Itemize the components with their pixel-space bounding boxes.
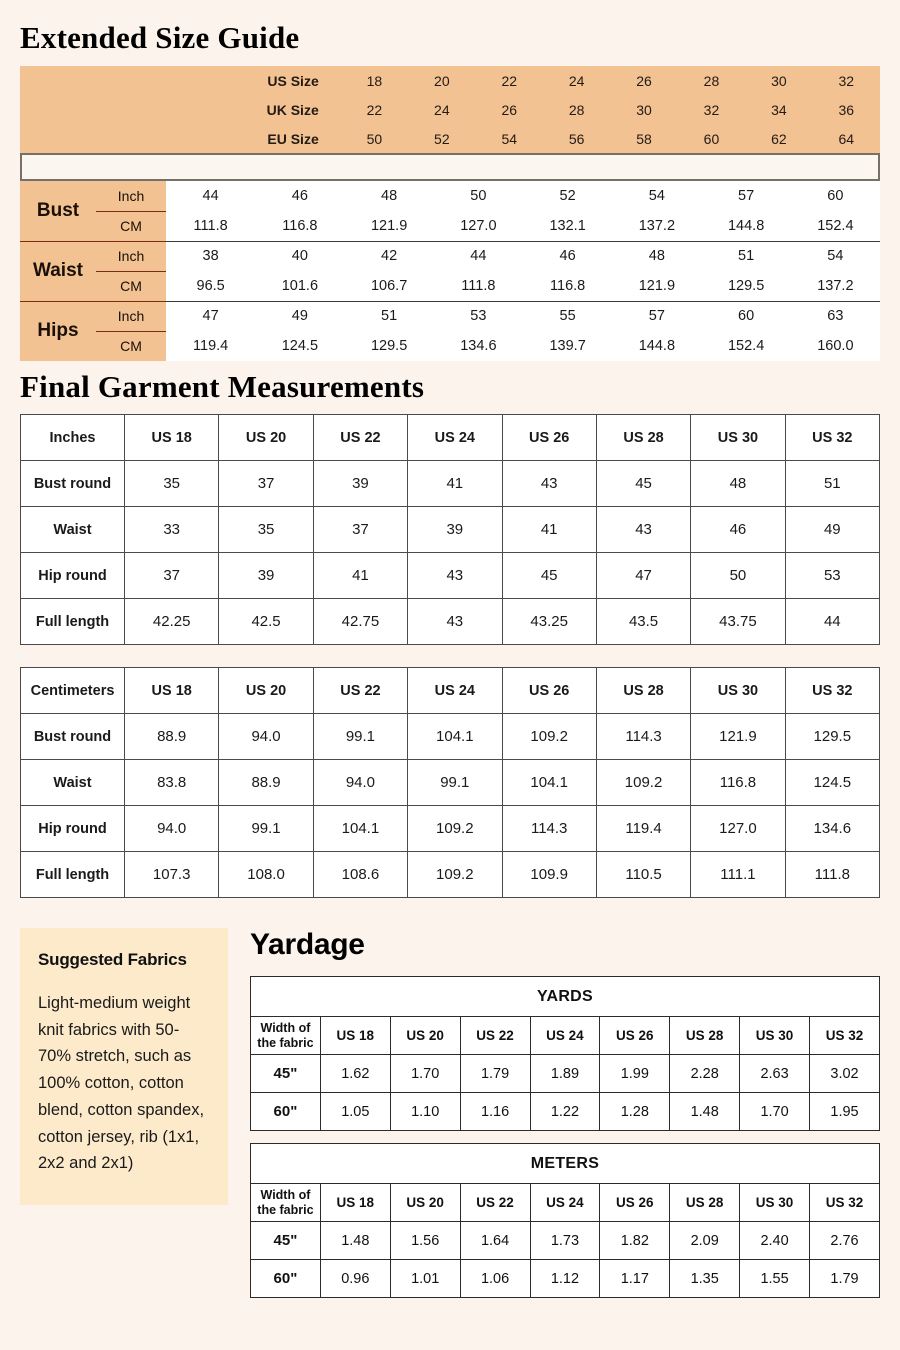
final-garment-title: Final Garment Measurements <box>20 369 425 404</box>
yardage-cell: 1.10 <box>390 1093 460 1131</box>
table-row <box>21 806 880 852</box>
fabric-width-header: Width of the fabric <box>251 1184 321 1222</box>
measurement-cell: 43 <box>408 553 502 599</box>
size-band-value: 52 <box>434 130 450 147</box>
body-measurement-value: 57 <box>702 181 791 211</box>
measurement-cell: 108.6 <box>313 852 407 898</box>
body-measurement-value: 44 <box>434 241 523 271</box>
garment-inches-header-row <box>21 415 880 461</box>
body-measurement-value: 60 <box>791 181 880 211</box>
page-title: Extended Size Guide <box>20 20 300 55</box>
measurement-cell: 39 <box>219 553 313 599</box>
table-row <box>251 1093 880 1131</box>
body-measurement-row <box>20 181 880 211</box>
garment-inches-unit-header: Inches <box>21 415 125 461</box>
column-header-size: US 28 <box>670 1017 740 1055</box>
size-band-value: 32 <box>703 101 720 118</box>
unit-label-inch: Inch <box>96 241 166 271</box>
body-measurement-value: 132.1 <box>523 211 612 241</box>
body-measurement-value: 51 <box>345 301 434 331</box>
fabric-width-label: 60" <box>251 1260 321 1298</box>
yardage-cell: 1.48 <box>320 1222 390 1260</box>
table-row <box>251 1055 880 1093</box>
column-header-size: US 22 <box>313 415 407 461</box>
column-header-size: US 26 <box>502 668 596 714</box>
body-measurement-value: 127.0 <box>434 211 523 241</box>
size-band-value: 64 <box>838 130 855 147</box>
column-header-size: US 22 <box>313 668 407 714</box>
column-header-size: US 28 <box>596 415 690 461</box>
yards-header-row <box>251 1017 880 1055</box>
bottom-section <box>20 928 880 1298</box>
measurement-cell: 111.1 <box>691 852 785 898</box>
measurement-cell: 41 <box>502 507 596 553</box>
body-measurement-row <box>20 241 880 271</box>
measurement-cell: 43.25 <box>502 599 596 645</box>
size-band-note-row <box>20 153 880 181</box>
measurement-cell: 37 <box>219 461 313 507</box>
yardage-cell: 1.95 <box>810 1093 880 1131</box>
measurement-cell: 114.3 <box>502 806 596 852</box>
column-header-size: US 30 <box>740 1017 810 1055</box>
yardage-cell: 1.55 <box>740 1260 810 1298</box>
measurement-cell: 88.9 <box>125 714 219 760</box>
measurement-cell: 109.2 <box>408 852 502 898</box>
column-header-size: US 18 <box>320 1184 390 1222</box>
column-header-size: US 22 <box>460 1184 530 1222</box>
yardage-cell: 1.73 <box>530 1222 600 1260</box>
measurement-cell: 37 <box>313 507 407 553</box>
body-measurement-value: 46 <box>255 181 344 211</box>
size-band-value: 58 <box>636 130 652 147</box>
row-header-label: Hip round <box>21 553 125 599</box>
measurement-cell: 109.2 <box>408 806 502 852</box>
body-measurement-value: 121.9 <box>345 211 434 241</box>
measurement-cell: 121.9 <box>691 714 785 760</box>
column-header-size: US 24 <box>408 415 502 461</box>
column-header-size: US 26 <box>502 415 596 461</box>
measurement-cell: 99.1 <box>408 760 502 806</box>
size-band-value: 22 <box>366 101 383 118</box>
measurement-cell: 99.1 <box>313 714 407 760</box>
measurement-cell: 107.3 <box>125 852 219 898</box>
table-row <box>21 852 880 898</box>
measurement-cell: 88.9 <box>219 760 313 806</box>
size-band-row <box>20 66 880 95</box>
body-measurement-value: 111.8 <box>166 211 255 241</box>
measurement-cell: 104.1 <box>408 714 502 760</box>
column-header-size: US 28 <box>596 668 690 714</box>
column-header-size: US 20 <box>390 1184 460 1222</box>
row-header-label: Hip round <box>21 806 125 852</box>
yardage-cell: 2.28 <box>670 1055 740 1093</box>
body-measurement-value: 47 <box>166 301 255 331</box>
size-band-value: 62 <box>771 130 787 147</box>
size-band-value: 30 <box>771 72 787 89</box>
body-measurements-table <box>20 181 880 361</box>
size-band-value: 32 <box>838 72 855 89</box>
unit-label-inch: Inch <box>96 301 166 331</box>
body-measurement-value: 52 <box>523 181 612 211</box>
body-measurement-value: 57 <box>612 301 701 331</box>
yardage-cell: 1.89 <box>530 1055 600 1093</box>
body-measurement-value: 96.5 <box>166 271 255 301</box>
size-band-value: 18 <box>366 72 383 89</box>
measurement-cell: 127.0 <box>691 806 785 852</box>
measurement-cell: 37 <box>125 553 219 599</box>
body-measurement-value: 137.2 <box>612 211 701 241</box>
measurement-cell: 50 <box>691 553 785 599</box>
measurement-cell: 41 <box>313 553 407 599</box>
column-header-size: US 20 <box>390 1017 460 1055</box>
measurement-cell: 114.3 <box>596 714 690 760</box>
column-header-size: US 18 <box>125 668 219 714</box>
measurement-cell: 42.5 <box>219 599 313 645</box>
yardage-cell: 1.70 <box>390 1055 460 1093</box>
measurement-cell: 43 <box>408 599 502 645</box>
suggested-fabrics-body: Light-medium weight knit fabrics with 50-70% stretch, such as 100% cotton, cotton blend, cotton spandex, cotton jersey, rib (1x1, 2x2 and 2x1) <box>38 994 205 1173</box>
table-gap <box>20 645 880 667</box>
table-row <box>21 599 880 645</box>
section-gap <box>20 898 880 928</box>
column-header-size: US 24 <box>530 1184 600 1222</box>
table-row <box>21 461 880 507</box>
yardage-cell: 2.76 <box>810 1222 880 1260</box>
body-measurement-value: 106.7 <box>345 271 434 301</box>
yardage-cell: 1.79 <box>810 1260 880 1298</box>
yardage-cell: 1.99 <box>600 1055 670 1093</box>
measurement-cell: 104.1 <box>502 760 596 806</box>
column-header-size: US 32 <box>810 1184 880 1222</box>
row-header-label: Full length <box>21 852 125 898</box>
row-header-label: Full length <box>21 599 125 645</box>
size-band-value: 24 <box>568 72 585 89</box>
size-band-value: 50 <box>366 130 383 147</box>
unit-label-inch: Inch <box>96 181 166 211</box>
measurement-cell: 46 <box>691 507 785 553</box>
measurement-cell: 42.25 <box>125 599 219 645</box>
measurement-cell: 109.9 <box>502 852 596 898</box>
measurement-cell: 39 <box>313 461 407 507</box>
body-measurement-value: 54 <box>612 181 701 211</box>
measurement-cell: 43 <box>596 507 690 553</box>
body-measurement-value: 116.8 <box>523 271 612 301</box>
unit-label-cm: CM <box>96 331 166 361</box>
size-band-label: US Size <box>267 72 319 89</box>
row-header-label: Waist <box>21 507 125 553</box>
yardage-cell: 1.01 <box>390 1260 460 1298</box>
size-band-value: 60 <box>703 130 720 147</box>
yardage-title: Yardage <box>250 928 365 961</box>
measurement-cell: 124.5 <box>785 760 879 806</box>
measurement-cell: 45 <box>502 553 596 599</box>
unit-label-cm: CM <box>96 271 166 301</box>
size-band-value: 34 <box>771 101 787 118</box>
yardage-cell: 1.64 <box>460 1222 530 1260</box>
size-band-value: 54 <box>501 130 518 147</box>
measurement-cell: 44 <box>785 599 879 645</box>
body-measurement-value: 160.0 <box>791 331 880 361</box>
measurement-cell: 116.8 <box>691 760 785 806</box>
column-header-size: US 32 <box>785 668 879 714</box>
body-measurement-value: 49 <box>255 301 344 331</box>
row-header-label: Waist <box>21 760 125 806</box>
size-band-value: 30 <box>636 101 652 118</box>
yardage-cell: 1.16 <box>460 1093 530 1131</box>
measurement-cell: 53 <box>785 553 879 599</box>
body-measurement-value: 42 <box>345 241 434 271</box>
yardage-cell: 1.70 <box>740 1093 810 1131</box>
measurement-cell: 39 <box>408 507 502 553</box>
body-measurement-value: 55 <box>523 301 612 331</box>
yardage-cell: 2.09 <box>670 1222 740 1260</box>
fabric-width-label: 45" <box>251 1222 321 1260</box>
body-measurement-value: 111.8 <box>434 271 523 301</box>
body-measurement-value: 54 <box>791 241 880 271</box>
row-header-label: Bust round <box>21 461 125 507</box>
measurement-cell: 35 <box>219 507 313 553</box>
table-row <box>251 1260 880 1298</box>
meters-header-row <box>251 1184 880 1222</box>
column-header-size: US 18 <box>125 415 219 461</box>
yardage-cell: 1.28 <box>600 1093 670 1131</box>
yardage-cell: 1.79 <box>460 1055 530 1093</box>
column-header-size: US 30 <box>691 668 785 714</box>
body-measurement-value: 44 <box>166 181 255 211</box>
table-row <box>251 1222 880 1260</box>
size-band-value: 28 <box>703 72 720 89</box>
body-measurement-value: 63 <box>791 301 880 331</box>
measurement-cell: 99.1 <box>219 806 313 852</box>
yards-caption-row <box>251 977 880 1017</box>
body-measurement-value: 60 <box>702 301 791 331</box>
column-header-size: US 24 <box>530 1017 600 1055</box>
measurement-cell: 47 <box>596 553 690 599</box>
table-row <box>21 507 880 553</box>
body-measurement-value: 144.8 <box>612 331 701 361</box>
body-measurement-value: 40 <box>255 241 344 271</box>
body-measurement-group-label: Hips <box>20 301 96 361</box>
measurement-cell: 109.2 <box>502 714 596 760</box>
measurement-cell: 35 <box>125 461 219 507</box>
measurement-cell: 43 <box>502 461 596 507</box>
body-measurement-value: 51 <box>702 241 791 271</box>
international-size-band <box>20 66 880 153</box>
yardage-cell: 1.62 <box>320 1055 390 1093</box>
column-header-size: US 20 <box>219 415 313 461</box>
yards-caption: YARDS <box>251 977 880 1017</box>
yardage-cell: 1.56 <box>390 1222 460 1260</box>
garment-centimeters-table <box>20 667 880 898</box>
body-measurement-value: 129.5 <box>345 331 434 361</box>
measurement-cell: 49 <box>785 507 879 553</box>
measurement-cell: 134.6 <box>785 806 879 852</box>
body-measurement-value: 119.4 <box>166 331 255 361</box>
yardage-cell: 1.05 <box>320 1093 390 1131</box>
garment-centimeters-unit-header: Centimeters <box>21 668 125 714</box>
size-band-row <box>20 95 880 124</box>
measurement-cell: 111.8 <box>785 852 879 898</box>
body-measurement-row <box>20 331 880 361</box>
measurement-cell: 42.75 <box>313 599 407 645</box>
yardage-gap <box>250 1131 880 1143</box>
yardage-meters-table <box>250 1143 880 1298</box>
column-header-size: US 18 <box>320 1017 390 1055</box>
column-header-size: US 20 <box>219 668 313 714</box>
suggested-fabrics-title: Suggested Fabrics <box>38 950 187 969</box>
column-header-size: US 30 <box>691 415 785 461</box>
yardage-cell: 1.82 <box>600 1222 670 1260</box>
size-band-row <box>20 124 880 153</box>
fabric-width-label: 60" <box>251 1093 321 1131</box>
meters-caption-row <box>251 1144 880 1184</box>
body-measurement-row <box>20 301 880 331</box>
body-measurement-value: 101.6 <box>255 271 344 301</box>
yardage-cell: 0.96 <box>320 1260 390 1298</box>
size-band-value: 36 <box>838 101 855 118</box>
size-band-value: 20 <box>434 72 450 89</box>
yardage-cell: 1.06 <box>460 1260 530 1298</box>
measurement-cell: 33 <box>125 507 219 553</box>
body-measurement-row <box>20 271 880 301</box>
body-measurement-value: 121.9 <box>612 271 701 301</box>
body-measurement-value: 53 <box>434 301 523 331</box>
body-measurement-value: 48 <box>612 241 701 271</box>
measurement-cell: 129.5 <box>785 714 879 760</box>
yardage-cell: 3.02 <box>810 1055 880 1093</box>
meters-caption: METERS <box>251 1144 880 1184</box>
measurement-cell: 43.75 <box>691 599 785 645</box>
body-measurement-value: 46 <box>523 241 612 271</box>
body-measurement-value: 116.8 <box>255 211 344 241</box>
size-band-value: 24 <box>434 101 450 118</box>
measurement-cell: 94.0 <box>125 806 219 852</box>
row-header-label: Bust round <box>21 714 125 760</box>
column-header-size: US 32 <box>810 1017 880 1055</box>
table-row <box>21 760 880 806</box>
body-measurement-value: 139.7 <box>523 331 612 361</box>
body-measurement-value: 48 <box>345 181 434 211</box>
table-row <box>21 553 880 599</box>
yardage-yards-table <box>250 976 880 1131</box>
table-row <box>21 714 880 760</box>
body-measurement-value: 134.6 <box>434 331 523 361</box>
unit-label-cm: CM <box>96 211 166 241</box>
column-header-size: US 22 <box>460 1017 530 1055</box>
body-measurement-value: 152.4 <box>702 331 791 361</box>
yardage-cell: 1.35 <box>670 1260 740 1298</box>
garment-centimeters-header-row <box>21 668 880 714</box>
measurement-cell: 110.5 <box>596 852 690 898</box>
size-band-value: 26 <box>501 101 518 118</box>
measurement-cell: 83.8 <box>125 760 219 806</box>
yardage-cell: 1.48 <box>670 1093 740 1131</box>
measurement-cell: 43.5 <box>596 599 690 645</box>
yardage-cell: 2.40 <box>740 1222 810 1260</box>
size-band-label: UK Size <box>266 101 319 118</box>
measurement-cell: 119.4 <box>596 806 690 852</box>
yardage-cell: 2.63 <box>740 1055 810 1093</box>
body-measurement-value: 50 <box>434 181 523 211</box>
garment-inches-table <box>20 414 880 645</box>
body-measurement-group-label: Bust <box>20 181 96 241</box>
measurement-cell: 51 <box>785 461 879 507</box>
column-header-size: US 26 <box>600 1184 670 1222</box>
measurement-cell: 104.1 <box>313 806 407 852</box>
column-header-size: US 32 <box>785 415 879 461</box>
column-header-size: US 28 <box>670 1184 740 1222</box>
body-measurement-value: 144.8 <box>702 211 791 241</box>
body-measurement-value: 152.4 <box>791 211 880 241</box>
measurement-cell: 108.0 <box>219 852 313 898</box>
body-measurement-value: 124.5 <box>255 331 344 361</box>
body-measurement-value: 137.2 <box>791 271 880 301</box>
body-measurement-value: 38 <box>166 241 255 271</box>
measurement-cell: 94.0 <box>313 760 407 806</box>
body-measurement-group-label: Waist <box>20 241 96 301</box>
size-band-value: 22 <box>501 72 518 89</box>
column-header-size: US 26 <box>600 1017 670 1055</box>
yardage-column <box>250 928 880 1298</box>
size-band-value: 28 <box>568 101 585 118</box>
column-header-size: US 30 <box>740 1184 810 1222</box>
measurement-cell: 94.0 <box>219 714 313 760</box>
suggested-fabrics-panel <box>20 928 228 1205</box>
size-band-value: 56 <box>568 130 585 147</box>
measurement-cell: 48 <box>691 461 785 507</box>
yardage-cell: 1.22 <box>530 1093 600 1131</box>
measurement-cell: 45 <box>596 461 690 507</box>
column-header-size: US 24 <box>408 668 502 714</box>
size-band-value: 26 <box>636 72 652 89</box>
measurement-cell: 41 <box>408 461 502 507</box>
fabric-width-label: 45" <box>251 1055 321 1093</box>
size-band-label: EU Size <box>267 130 319 147</box>
body-measurement-value: 129.5 <box>702 271 791 301</box>
measurement-cell: 109.2 <box>596 760 690 806</box>
yardage-cell: 1.12 <box>530 1260 600 1298</box>
fabric-width-header: Width of the fabric <box>251 1017 321 1055</box>
body-measurement-row <box>20 211 880 241</box>
yardage-cell: 1.17 <box>600 1260 670 1298</box>
